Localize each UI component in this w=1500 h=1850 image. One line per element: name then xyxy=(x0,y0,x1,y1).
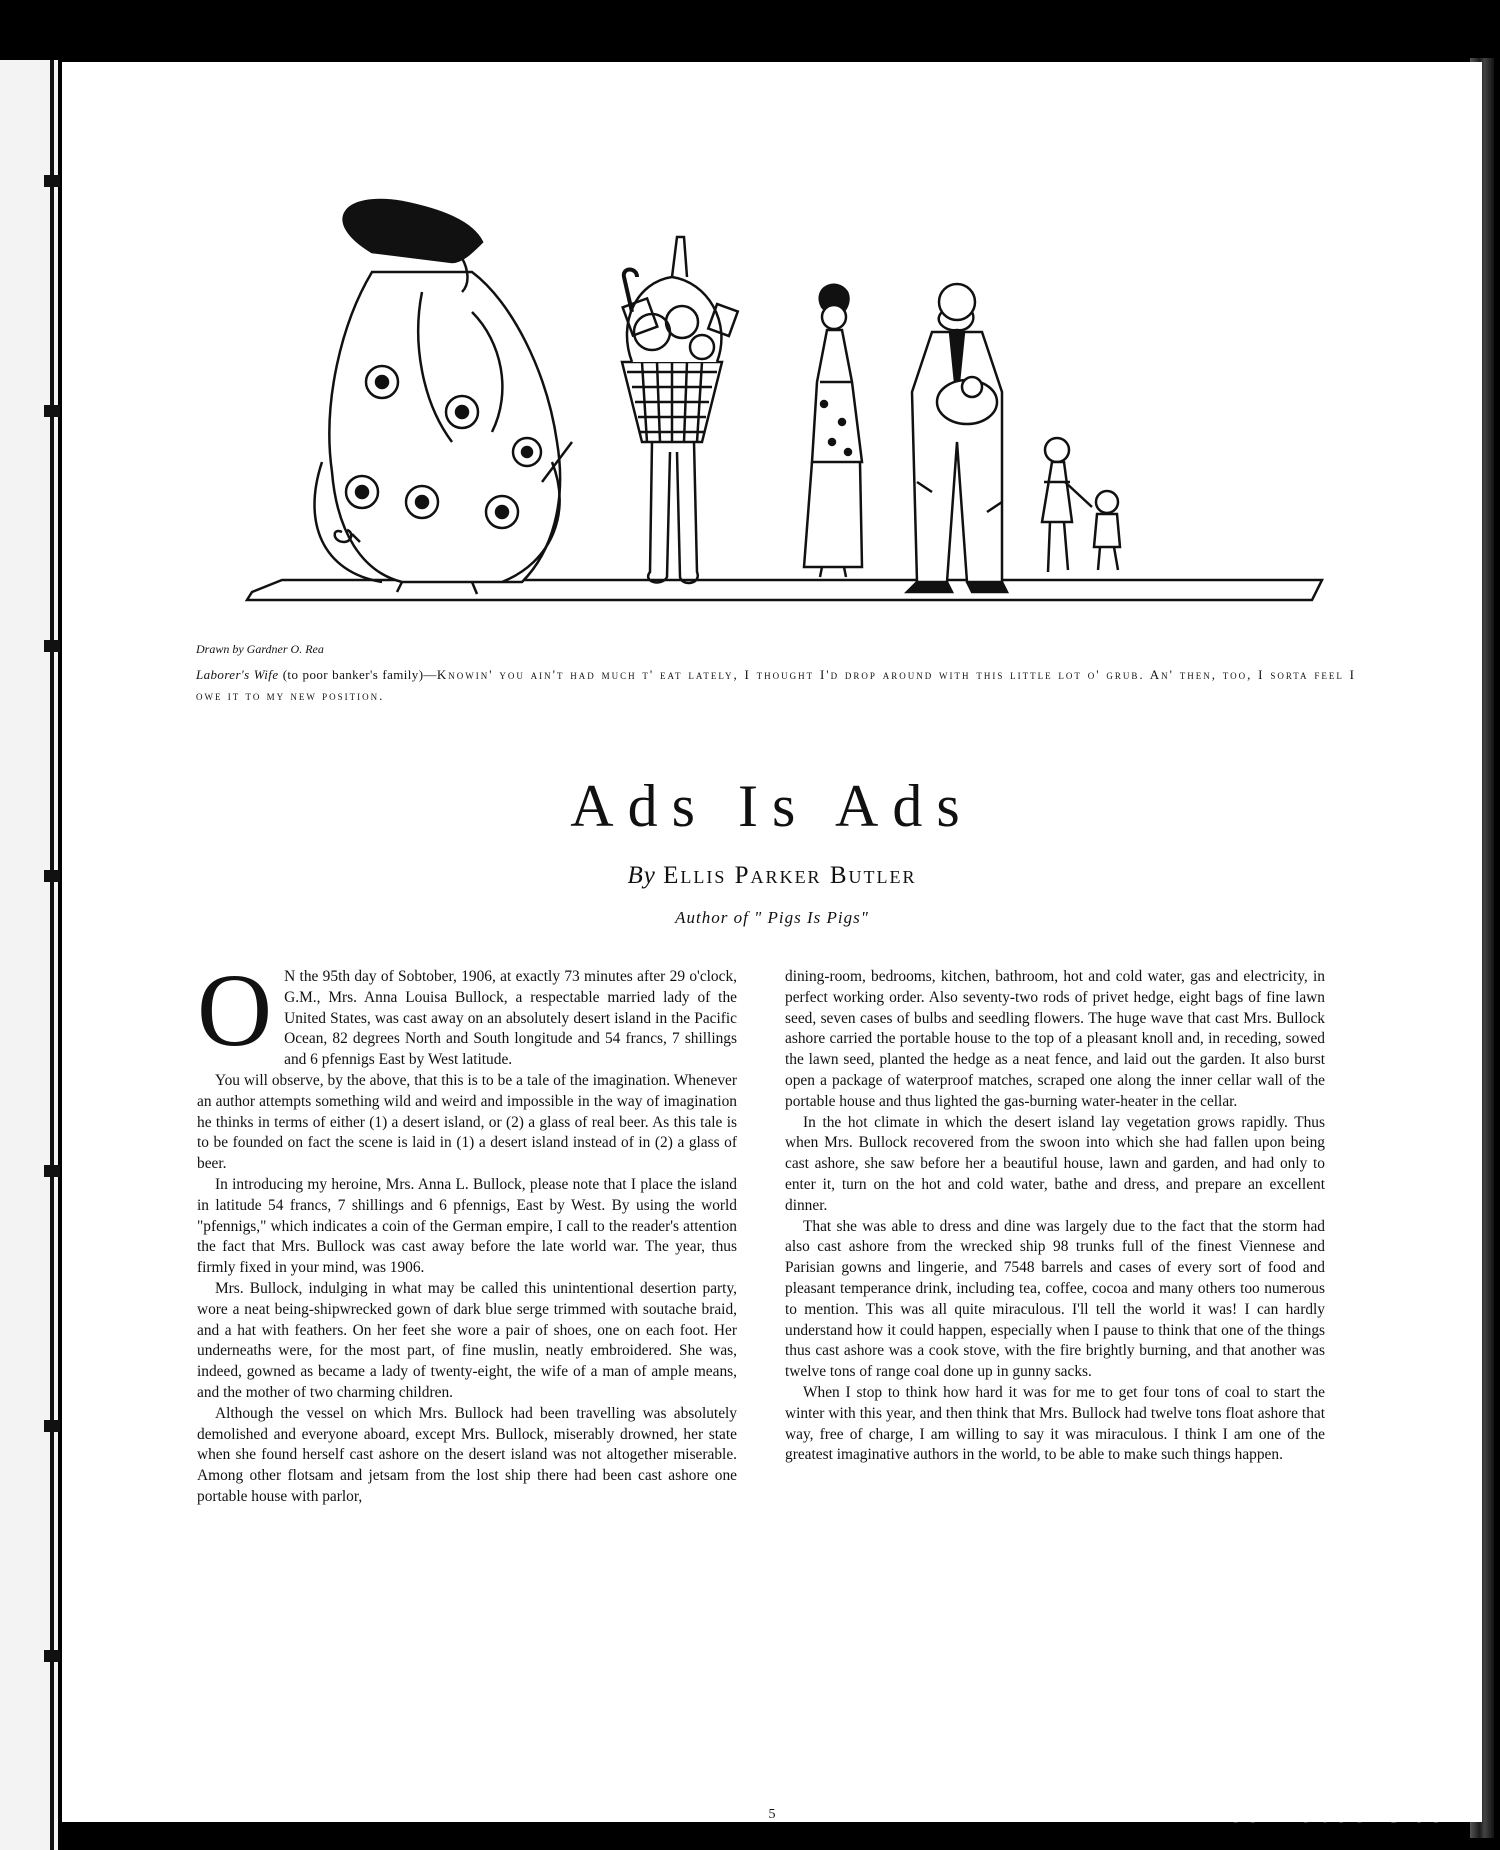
cartoon-illustration xyxy=(172,182,1372,642)
page-number: 5 xyxy=(768,1807,776,1822)
toddler-figure xyxy=(1094,491,1120,570)
watermark: comicbooks.com xyxy=(1226,1796,1472,1829)
spine-binding-mark xyxy=(44,640,60,652)
spine-binding-mark xyxy=(44,405,60,417)
paragraph: When I stop to think how hard it was for me to get four tons of coal to start the winter with this year, and then think that Mrs. Bullock had twelve tons float ashore that way, free of charge, I am willing to say it was miraculous. I think I am one of the greatest imaginative authors in the world, to be able to make such things happen. xyxy=(785,1383,1325,1464)
paragraph: dining-room, bedrooms, kitchen, bathroom, hot and cold water, gas and electricity, in perfect working order. Also seventy-two rods of privet hedge, eight bags of fine lawn seed, seven cases of bulbs and seedling flowers. The huge wave that cast Mrs. Bullock ashore carried the portable house to the top of a pleasant knoll and, in receding, sowed the lawn seed, planted the hedge as a neat fence, and laid out the garden. It also burst open a package of waterproof matches, scraped one along the inner cellar wall of the portable house and thus lighted the gas-burning water-heater in the cellar. xyxy=(785,968,1325,1110)
spine-binding-mark xyxy=(44,1420,60,1432)
drop-cap: O xyxy=(197,953,273,1068)
byline xyxy=(62,862,1482,890)
caption-text: Knowin' you ain't had much t' eat lately, I thought I'd drop around with this little lot o' grub. An' then, too, I sorta feel I owe it to my new position. xyxy=(196,667,1356,703)
basket-carrier-figure xyxy=(622,237,738,583)
author-credit: Author of " Pigs Is Pigs" xyxy=(675,908,869,927)
spine-binding-mark xyxy=(44,870,60,882)
article-title: Ads Is Ads xyxy=(570,773,974,839)
illustration-caption xyxy=(196,664,1356,706)
banker-holding-baby-figure xyxy=(907,284,1007,592)
paragraph: In introducing my heroine, Mrs. Anna L. Bullock, please note that I place the island in latitude 54 francs, 7 shillings and 6 pfennigs, East by West. By using the world "pfennigs," which indicates a coin of the German empire, I call to the reader's attention the fact that Mrs. Bullock was cast away before the late world war. The year, thus firmly fixed in your mind, was 1906. xyxy=(197,1175,737,1277)
paragraph: That she was able to dress and dine was largely due to the fact that the storm had also cast ashore from the wrecked ship 98 trunks full of the finest Viennese and Parisian gowns and lingerie, and 7548 barrels and cases of every sort of food and pleasant temperance drink, including tea, coffee, cocoa and many others too numerous to mention. This was all quite miraculous. I'll tell the world it was! I can hardly understand how it could happen, especially when I pause to think that one of the things thus cast ashore was a cook stove, with the fire brightly burning, and that another was twelve tons of range coal done up in gunny sacks. xyxy=(785,1217,1325,1381)
bankers-wife-figure xyxy=(804,285,862,577)
byline-by: By xyxy=(627,862,656,889)
author-name: Ellis Parker Butler xyxy=(663,862,917,889)
little-girl-figure xyxy=(1042,438,1092,572)
illustration-credit: Drawn by Gardner O. Rea xyxy=(196,642,324,656)
paragraph: In the hot climate in which the desert island lay vegetation grows rapidly. Thus when Mrs. Bullock recovered from the swoon into which she had fallen upon being cast ashore, she saw before her a beautiful house, lawn and garden, and had only to enter it, turn on the hot and cold water, bathe and dress, and prepare an excellent dinner. xyxy=(785,1113,1325,1214)
paragraph: Mrs. Bullock, indulging in what may be called this unintentional desertion party, wore a neat being-shipwrecked gown of dark blue serge trimmed with soutache braid, and a hat with feathers. On her feet she wore a pair of shoes, one on each foot. Her underneaths were, for the most part, of fine muslin, neatly embroidered. She was, indeed, gowned as became a lady of twenty-eight, the wife of a man of ample means, and the mother of two charming children. xyxy=(197,1279,737,1401)
spine-binding-mark xyxy=(44,1165,60,1177)
paragraph: You will observe, by the above, that this is to be a tale of the imagination. Whenever an author attempts something wild and weird and impossible in the way of imagination he thinks in terms of either (1) a desert island, or (2) a glass of real beer. As this tale is to be founded on fact the scene is laid in (1) a desert island instead of in (2) a glass of beer. xyxy=(197,1071,737,1173)
spine-binding-mark xyxy=(44,175,60,187)
page-spine xyxy=(50,60,54,1850)
spine-binding-mark xyxy=(44,1650,60,1662)
paragraph-text: N the 95th day of Sobtober, 1906, at exactly 73 minutes after 29 o'clock, G.M., Mrs. Anna Louisa Bullock, a respectable married lady of the United States, was cast away on an absolutely desert island in the Pacific Ocean, 82 degrees North and South longitude and 54 francs, 7 shillings and 6 pfennigs East by West latitude. xyxy=(284,968,737,1069)
article-column-right xyxy=(785,967,1325,1466)
article-column-left xyxy=(197,953,737,1508)
caption-speaker: Laborer's Wife xyxy=(196,667,279,682)
caption-aside: (to poor banker's family)— xyxy=(278,667,437,682)
paragraph xyxy=(197,953,737,1071)
magazine-page xyxy=(62,62,1482,1822)
paragraph: Although the vessel on which Mrs. Bullock had been travelling was absolutely demolished and everyone aboard, except Mrs. Bullock, miserably drowned, her state when she found herself cast ashore on the desert island was not altogether miserable. Among other flotsam and jetsam from the lost ship there had been cast ashore one portable house with parlor, xyxy=(197,1404,737,1505)
